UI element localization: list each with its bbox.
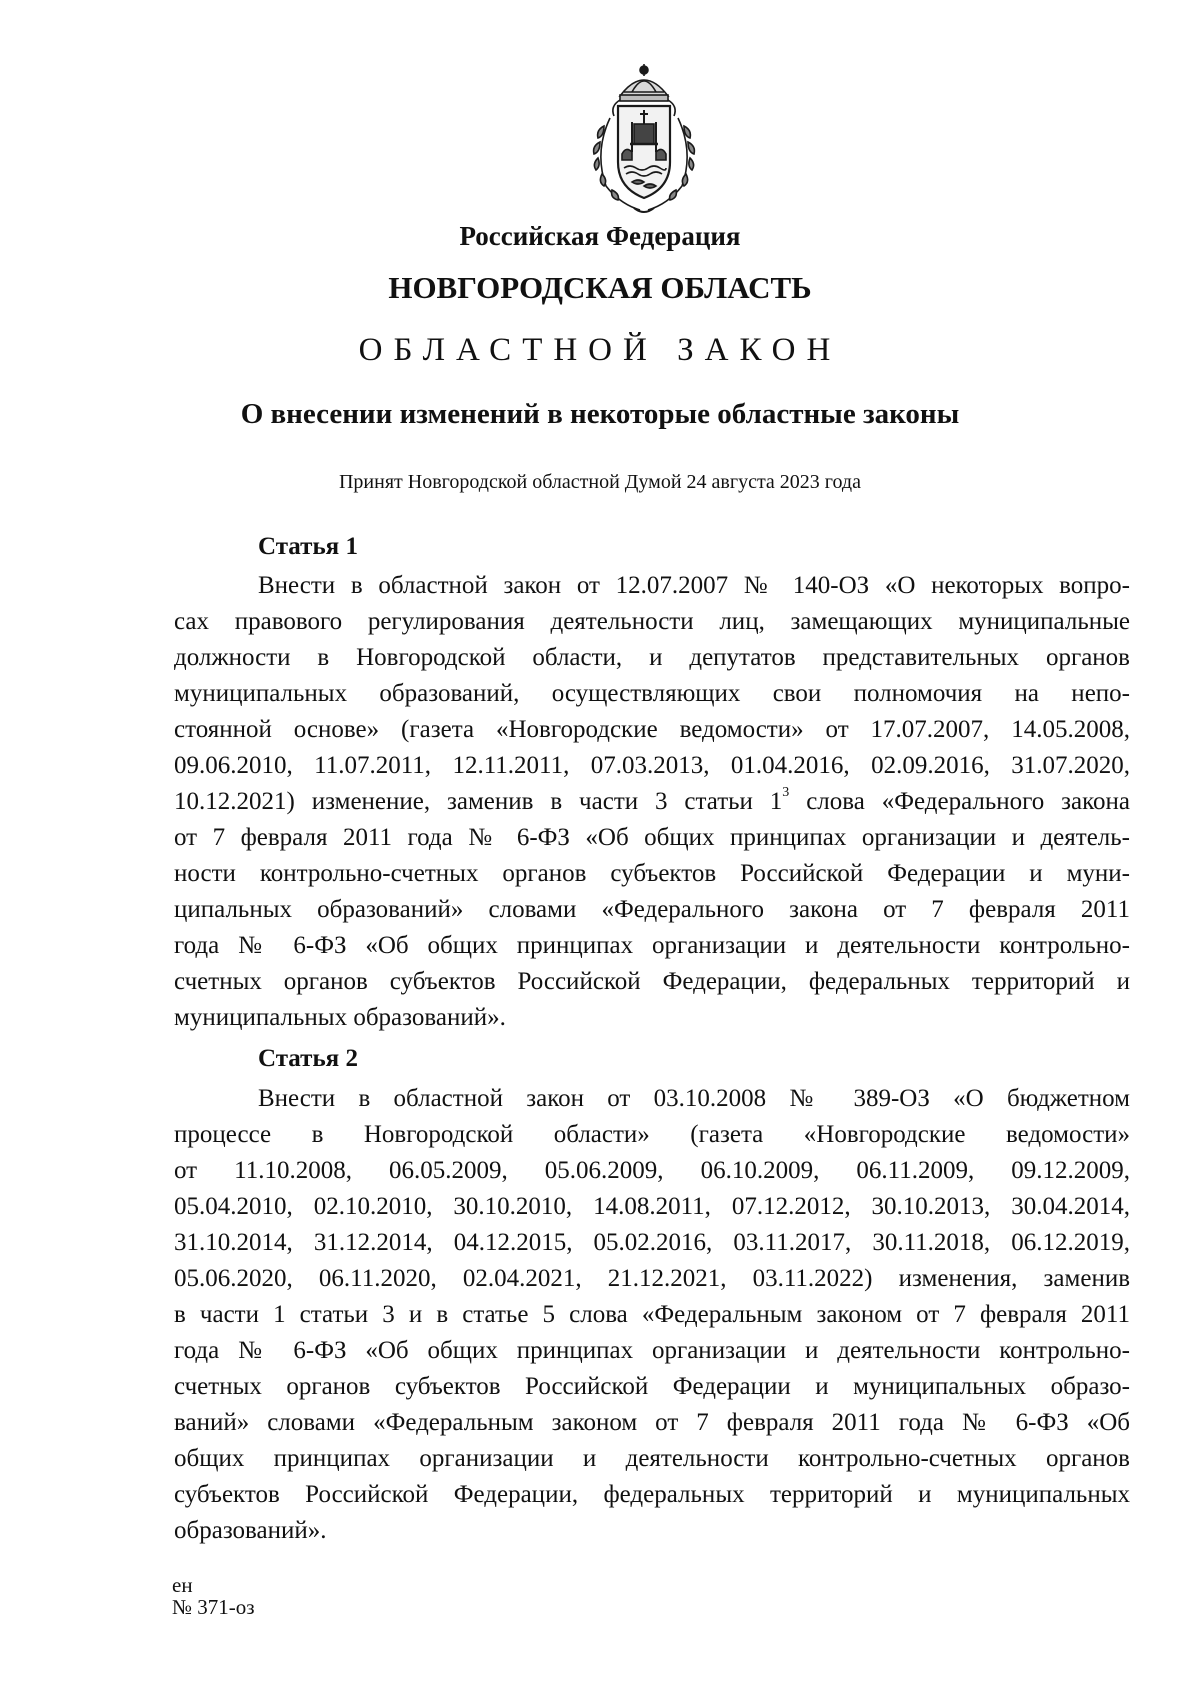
country-name: Российская Федерация	[459, 221, 741, 251]
article-line: субъектов Российской Федерации, федеральных территорий и муниципальных	[174, 1481, 1130, 1508]
article-line: в части 1 статьи 3 и в статье 5 слова «Федеральным законом от 7 февраля 2011	[174, 1301, 1130, 1328]
region-name: НОВГОРОДСКАЯ ОБЛАСТЬ	[388, 270, 812, 305]
article-heading: Статья 1	[258, 533, 358, 560]
law-number: № 371-оз	[172, 1595, 255, 1619]
article-line: ваний» словами «Федеральным законом от 7 февраля 2011 года № 6-ФЗ «Об	[174, 1409, 1130, 1436]
article-body	[174, 1081, 1130, 1549]
article-line: от 7 февраля 2011 года № 6-ФЗ «Об общих принципах организации и деятель-	[174, 824, 1130, 851]
article-line: счетных органов субъектов Российской Федерации, федеральных территорий и	[174, 968, 1130, 995]
footer-code: ен	[172, 1573, 193, 1597]
article-line: 05.04.2010, 02.10.2010, 30.10.2010, 14.08.2011, 07.12.2012, 30.10.2013, 30.04.2014,	[174, 1193, 1130, 1220]
article-line: 05.06.2020, 06.11.2020, 02.04.2021, 21.12.2021, 03.11.2022) изменения, заменив	[174, 1265, 1130, 1292]
article-line: стоянной основе» (газета «Новгородские ведомости» от 17.07.2007, 14.05.2008,	[174, 716, 1130, 743]
article-line: Внести в областной закон от 03.10.2008 № 389-ОЗ «О бюджетном	[258, 1085, 1130, 1112]
article-line: Внести в областной закон от 12.07.2007 № 140-ОЗ «О некоторых вопро-	[258, 572, 1130, 599]
article-line: 09.06.2010, 11.07.2011, 12.11.2011, 07.03.2013, 01.04.2016, 02.09.2016, 31.07.2020,	[174, 752, 1130, 779]
document-type: ОБЛАСТНОЙ ЗАКОН	[358, 332, 842, 368]
article-line	[174, 784, 1130, 820]
adoption-note: Принят Новгородской областной Думой 24 августа 2023 года	[338, 471, 861, 493]
article-line: ности контрольно-счетных органов субъектов Российской Федерации и муни-	[174, 860, 1130, 887]
article-line-part: слова «Федерального закона	[806, 788, 1130, 815]
article-line: общих принципах организации и деятельности контрольно-счетных органов	[174, 1445, 1130, 1472]
article-line: от 11.10.2008, 06.05.2009, 05.06.2009, 06.10.2009, 06.11.2009, 09.12.2009,	[174, 1157, 1130, 1184]
article-line: года № 6-ФЗ «Об общих принципах организации и деятельности контрольно-	[174, 932, 1130, 959]
article-line: года № 6-ФЗ «Об общих принципах организации и деятельности контрольно-	[174, 1337, 1130, 1364]
novgorod-coat-of-arms-icon	[580, 62, 708, 218]
article-line: ципальных образований» словами «Федерального закона от 7 февраля 2011	[174, 896, 1130, 923]
article-heading: Статья 2	[258, 1045, 358, 1072]
law-title: О внесении изменений в некоторые областные законы	[240, 398, 960, 430]
article-line: процессе в Новгородской области» (газета «Новгородские ведомости»	[174, 1121, 1130, 1148]
article-body	[174, 568, 1130, 1036]
article-line: должности в Новгородской области, и депутатов представительных органов	[174, 644, 1130, 671]
article-line-part: 10.12.2021) изменение, заменив в части 3 статьи 1	[174, 788, 783, 815]
superscript-number: 3	[782, 784, 790, 800]
article-line: счетных органов субъектов Российской Федерации и муниципальных образо-	[174, 1373, 1130, 1400]
article-line: муниципальных образований».	[174, 1004, 506, 1031]
article-line: 31.10.2014, 31.12.2014, 04.12.2015, 05.02.2016, 03.11.2017, 30.11.2018, 06.12.2019,	[174, 1229, 1130, 1256]
article-line: муниципальных образований, осуществляющих свои полномочия на непо-	[174, 680, 1130, 707]
article-line: сах правового регулирования деятельности лиц, замещающих муниципальные	[174, 608, 1130, 635]
article-line: образований».	[174, 1517, 327, 1544]
